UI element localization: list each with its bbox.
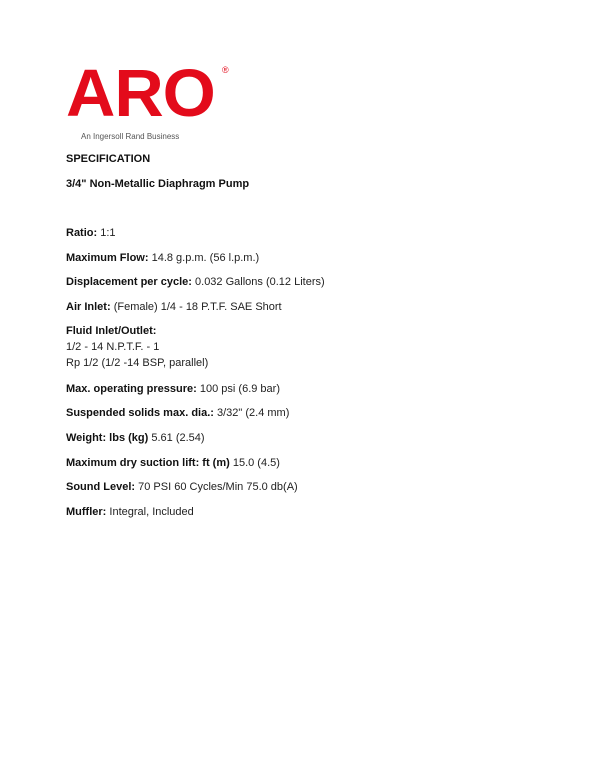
spec-value: 100 psi (6.9 bar) xyxy=(199,383,280,395)
spec-label: Muffler: xyxy=(66,506,107,518)
spec-label: Weight: lbs (kg) xyxy=(66,432,149,444)
spec-sound-level xyxy=(66,479,298,495)
spec-label: Max. operating pressure: xyxy=(66,383,197,395)
product-title: 3/4" Non-Metallic Diaphragm Pump xyxy=(66,178,250,190)
spec-fluid-inlet-outlet xyxy=(66,323,208,371)
spec-value-line: 1/2 - 14 N.P.T.F. - 1 xyxy=(66,341,160,353)
spec-displacement xyxy=(66,274,325,290)
spec-value: (Female) 1/4 - 18 P.T.F. SAE Short xyxy=(113,301,282,313)
spec-dry-suction xyxy=(66,455,280,471)
spec-label: Displacement per cycle: xyxy=(66,276,192,288)
spec-ratio xyxy=(66,225,116,241)
spec-value: 5.61 (2.54) xyxy=(151,432,205,444)
spec-value: 15.0 (4.5) xyxy=(232,457,280,469)
spec-max-flow xyxy=(66,250,259,266)
registered-mark: ® xyxy=(222,65,229,75)
spec-max-pressure xyxy=(66,381,280,397)
logo-wordmark: ARO xyxy=(66,56,215,131)
spec-label: Maximum Flow: xyxy=(66,252,149,264)
spec-label: Suspended solids max. dia.: xyxy=(66,407,214,419)
spec-solids xyxy=(66,405,289,421)
spec-value: 14.8 g.p.m. (56 l.p.m.) xyxy=(151,252,260,264)
spec-label: Ratio: xyxy=(66,227,98,239)
spec-value-line: Rp 1/2 (1/2 -14 BSP, parallel) xyxy=(66,357,209,369)
spec-value: 70 PSI 60 Cycles/Min 75.0 db(A) xyxy=(138,481,298,493)
spec-value: 0.032 Gallons (0.12 Liters) xyxy=(195,276,325,288)
aro-logo xyxy=(66,56,236,146)
spec-label: Fluid Inlet/Outlet: xyxy=(66,325,157,337)
spec-muffler xyxy=(66,504,194,520)
spec-value: 3/32" (2.4 mm) xyxy=(217,407,290,419)
spec-air-inlet xyxy=(66,299,282,315)
spec-label: Maximum dry suction lift: ft (m) xyxy=(66,457,230,469)
spec-value: 1:1 xyxy=(100,227,116,239)
spec-label: Air Inlet: xyxy=(66,301,111,313)
logo-tagline: An Ingersoll Rand Business xyxy=(81,132,180,141)
spec-label: Sound Level: xyxy=(66,481,136,493)
spec-value: Integral, Included xyxy=(109,506,194,518)
document-heading: SPECIFICATION xyxy=(66,153,151,165)
spec-weight xyxy=(66,430,205,446)
